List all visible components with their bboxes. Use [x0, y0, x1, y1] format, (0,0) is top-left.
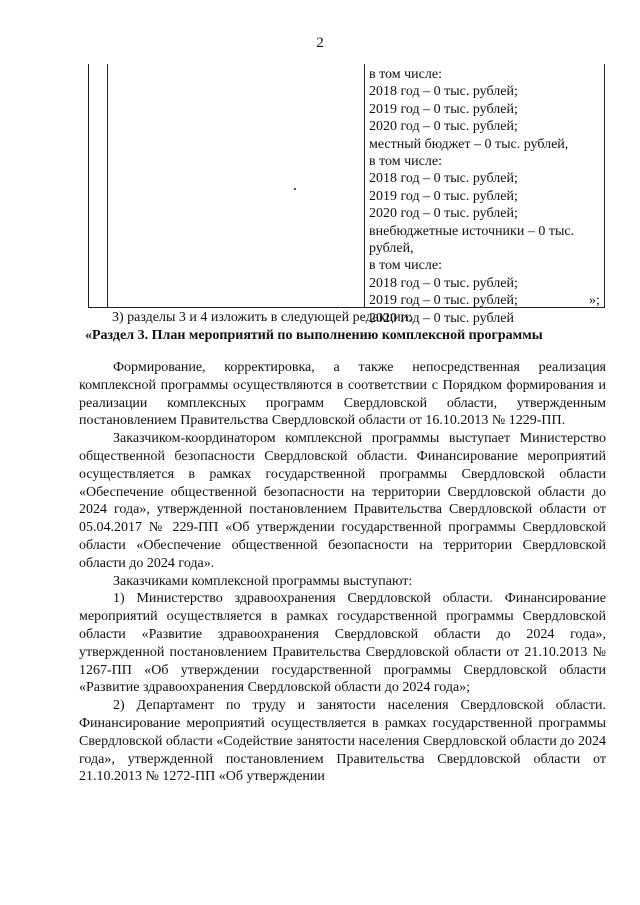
paragraph: 2) Департамент по труду и занятости населения Свердловской области. Финансирование мероприятий осуществляется в рамках государственной программы Свердловской области «Содействие занятости населения Свердловской области до 2024 года», утвержденной постановлением Правительства Свердловской области от 21.10.2013 № 1272-ПП «Об утверждении [79, 698, 606, 785]
table-line: в том числе: [369, 67, 442, 82]
table-value-lines [365, 64, 604, 327]
table-line: 2019 год – 0 тыс. рублей; [369, 101, 518, 117]
section-title: «Раздел 3. План мероприятий по выполнению комплексной программы [85, 328, 543, 343]
table-line: в том числе: [369, 154, 442, 170]
table-column-value [365, 64, 604, 326]
table-line: 2018 год – 0 тыс. рублей; [369, 275, 518, 291]
table-line: 2018 год – 0 тыс. рублей; [369, 171, 518, 187]
table-column-number [89, 64, 108, 307]
table-line: 2020 год – 0 тыс. рублей; [369, 206, 518, 222]
table-closing-quote: »; [589, 293, 600, 308]
paragraph: Формирование, корректировка, а также непосредственная реализация комплексной программы осуществляются в соответствии с Порядком формирования и реализации комплексных программ Свердловской области, утвержденным постановлением Правительства Свердловской области от 16.10.2013 № 1229-ПП. [79, 360, 606, 429]
table-line: 2019 год – 0 тыс. рублей; [369, 293, 518, 309]
table-line: 2020 год – 0 тыс. рублей; [369, 119, 518, 135]
paragraph: Заказчиком-координатором комплексной программы выступает Министерство общественной безопасности Свердловской области. Финансирование мероприятий осуществляется в рамках государственной программы Свердловской области «Обеспечение общественной безопасности на территории Свердловской области до 2024 года», утвержденной постановлением Правительства Свердловской области от 05.04.2017 № 229-ПП «Об утверждении государственной программы Свердловской области «Обеспечение общественной безопасности на территории Свердловской области до 2024 года». [79, 431, 606, 571]
paragraph: Заказчиками комплексной программы выступают: [113, 573, 413, 589]
table-line: 2020 год – 0 тыс. рублей [369, 310, 514, 326]
table-line: 2019 год – 0 тыс. рублей; [369, 188, 518, 204]
body-text [79, 359, 606, 786]
table-line: 2018 год – 0 тыс. рублей; [369, 84, 518, 100]
page-number: 2 [316, 35, 324, 51]
paragraph: 1) Министерство здравоохранения Свердловской области. Финансирование мероприятий осуществляется в рамках государственной программы Свердловской области «Развитие здравоохранения Свердловской области до 2024 года», утвержденной постановлением Правительства Свердловской области от 21.10.2013 № 1267-ПП «Об утверждении государственной программы Свердловской области «Развитие здравоохранения Свердловской области до 2024 года»; [79, 591, 606, 696]
table-column-label [108, 64, 365, 307]
scan-speck [294, 188, 296, 190]
table-line: местный бюджет – 0 тыс. рублей, [369, 136, 569, 152]
table-line: в том числе: [369, 258, 442, 274]
amendment-item-3: 3) разделы 3 и 4 изложить в следующей редакции: [112, 310, 413, 325]
table-line: внебюджетные источники – 0 тыс. рублей, [369, 223, 575, 257]
